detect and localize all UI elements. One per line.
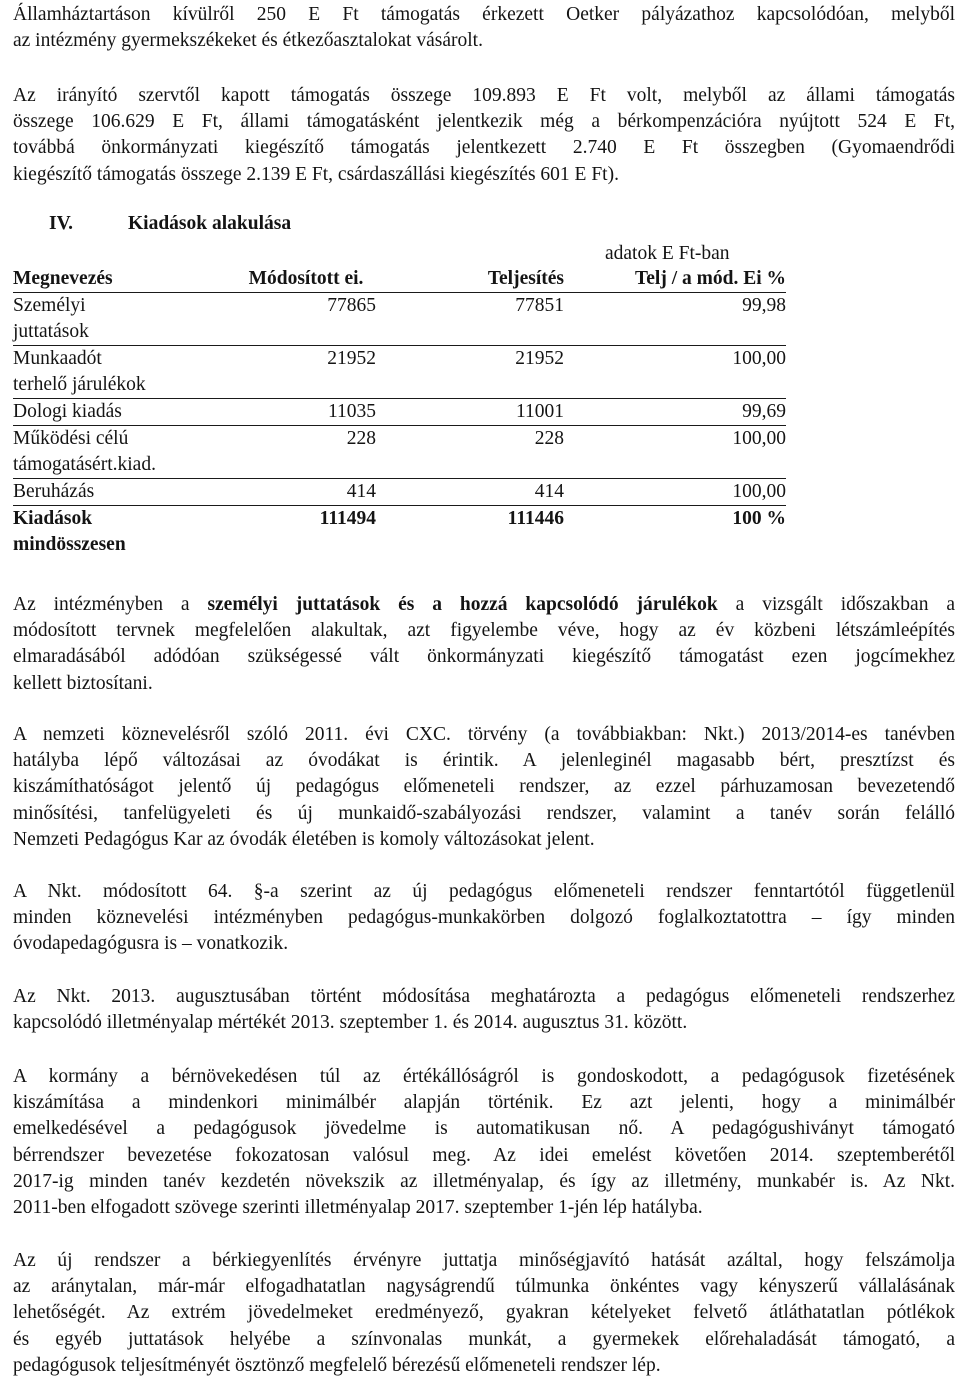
section-heading bbox=[49, 213, 291, 235]
intro-paragraph bbox=[13, 2, 955, 54]
row-modified: 77865 bbox=[327, 295, 376, 316]
expenditure-table bbox=[13, 266, 786, 558]
row-name: Személyi juttatások bbox=[13, 295, 89, 342]
table-row bbox=[13, 293, 786, 346]
row-name: Dologi kiadás bbox=[13, 401, 122, 422]
table-header-row bbox=[13, 266, 786, 293]
table-total-row bbox=[13, 506, 786, 559]
funding-line: Az irányító szervtől kapott támogatás összege 109.893 E Ft volt, melyből az állami támogatás bbox=[13, 85, 955, 106]
table-row bbox=[13, 346, 786, 399]
paragraph-line: és egyéb juttatások helyébe a színvonalas munkát, a gyermekek előrehaladását támogató, a bbox=[13, 1328, 955, 1350]
row-percent: 100,00 bbox=[732, 428, 786, 449]
row-percent: 99,69 bbox=[742, 401, 786, 422]
row-modified: 11035 bbox=[327, 401, 376, 422]
row-name: Munkaadót terhelő járulékok bbox=[13, 348, 146, 395]
paragraph-line: kiszámítása a mindenkori minimálbér alapján történik. Ez azt jelenti, hogy a minimálbér bbox=[13, 1092, 955, 1114]
paragraph-line: minden köznevelési intézményben pedagógus-munkakörben dolgozó foglalkoztatottra – így minden bbox=[13, 907, 955, 929]
units-note: adatok E Ft-ban bbox=[605, 243, 730, 264]
row-actual: 111446 bbox=[507, 508, 564, 529]
row-modified: 21952 bbox=[327, 348, 376, 369]
section-number: IV. bbox=[49, 213, 74, 234]
row-percent: 100,00 bbox=[732, 481, 786, 502]
paragraph-line: Nemzeti Pedagógus Kar az óvodák életében is komoly változásokat jelent. bbox=[13, 828, 595, 850]
personnel-paragraph bbox=[13, 592, 955, 697]
row-name: Beruházás bbox=[13, 481, 95, 502]
row-actual: 414 bbox=[534, 481, 564, 502]
new-system-paragraph bbox=[13, 1248, 955, 1379]
row-name: Kiadások mindösszesen bbox=[13, 508, 126, 555]
paragraph-line: módosított tervnek megfelelően alakultak, azt figyelembe véve, hogy az év közbeni létszámleépítés bbox=[13, 620, 955, 642]
paragraph-line: óvodapedagógusra is – vonatkozik. bbox=[13, 933, 289, 955]
paragraph-line: Az új rendszer a bérkiegyenlítés érvényre juttatja minőségjavító hatását azáltal, hogy felszámolja bbox=[13, 1250, 955, 1271]
row-percent: 100 % bbox=[732, 508, 786, 529]
row-actual: 77851 bbox=[515, 295, 564, 316]
paragraph-line: az aránytalan, már-már elfogadhatatlan nagyságrendű túlmunka önkéntes vagy kényszerű vállalásának bbox=[13, 1276, 955, 1298]
header-percent: Telj / a mód. Ei % bbox=[635, 268, 786, 289]
header-modified: Módosított ei. bbox=[248, 268, 364, 289]
row-percent: 99,98 bbox=[742, 295, 786, 316]
paragraph-line: A kormány a bérnövekedésen túl az értékállóságról is gondoskodott, a pedagógusok fizetésének bbox=[13, 1066, 955, 1087]
paragraph-line: elmaradásából adódóan szükségessé vált önkormányzati kiegészítő támogatást ezen jogcímekhez bbox=[13, 646, 955, 668]
paragraph-line: 2017-ig minden tanév kezdetén növekszik az illetményalap, és így az illetmény, munkabér is. Az Nkt. bbox=[13, 1170, 955, 1192]
paragraph-line: kiszámíthatóságot jelentő új pedagógus előmeneteli rendszer, az ezzel párhuzamosan bevezetendő bbox=[13, 776, 955, 798]
intro-line: Államháztartáson kívülről 250 E Ft támogatás érkezett Oetker pályázathoz kapcsolódóan, melyből bbox=[13, 4, 955, 25]
row-actual: 228 bbox=[534, 428, 564, 449]
row-modified: 414 bbox=[346, 481, 376, 502]
paragraph-line: bérrendszer bevezetése fokozatosan valósul meg. Az idei emelést követően 2014. szeptemberétől bbox=[13, 1144, 955, 1166]
header-actual: Teljesítés bbox=[487, 268, 564, 289]
section64-paragraph bbox=[13, 879, 955, 958]
paragraph-line: pedagógusok teljesítményét ösztönző megfelelő bérezésű előmeneteli rendszer lép. bbox=[13, 1354, 661, 1376]
paragraph-line: minősítési, tanfelügyeleti és új munkaidő-szabályozási rendszer, valamint a tanév során felálló bbox=[13, 802, 955, 824]
funding-line: kiegészítő támogatás összege 2.139 E Ft, csárdaszállási kiegészítés 601 E Ft). bbox=[13, 163, 619, 185]
section-title: Kiadások alakulása bbox=[128, 213, 292, 234]
funding-line: összege 106.629 E Ft, állami támogatásként jelentkezik még a bérkompenzációra nyújtott 524 E Ft, bbox=[13, 111, 955, 133]
law-paragraph bbox=[13, 722, 955, 853]
row-percent: 100,00 bbox=[732, 348, 786, 369]
paragraph-line: A Nkt. módosított 64. §-a szerint az új pedagógus előmeneteli rendszer fenntartótól függetlenül bbox=[13, 881, 955, 902]
paragraph-line: emelkedésével a pedagógusok jövedelme is automatikusan nő. A pedagógushiványt támogató bbox=[13, 1118, 955, 1140]
intro-line: az intézmény gyermekszékeket és étkezőasztalokat vásárolt. bbox=[13, 30, 483, 52]
header-name: Megnevezés bbox=[13, 268, 113, 289]
funding-line: továbbá önkormányzati kiegészítő támogatás jelentkezett 2.740 E Ft összegben (Gyomaendrődi bbox=[13, 137, 955, 159]
row-actual: 11001 bbox=[515, 401, 564, 422]
row-name: Működési célú támogatásért.kiad. bbox=[13, 428, 156, 475]
paragraph-line: Az intézményben a személyi juttatások és a hozzá kapcsolódó járulékok a vizsgált időszakban a bbox=[13, 594, 956, 615]
paragraph-line: hatályba lépő változásai az óvodákat is érintik. A jelenleginél magasabb bért, presztízst és bbox=[13, 750, 955, 772]
paragraph-line: 2011-ben elfogadott szövege szerinti illetményalap 2017. szeptember 1-jén lép hatályba. bbox=[13, 1197, 703, 1219]
table-row bbox=[13, 426, 786, 479]
paragraph-line: Az Nkt. 2013. augusztusában történt módosítása meghatározta a pedagógus előmeneteli rendszerhez bbox=[13, 986, 955, 1007]
funding-paragraph bbox=[13, 83, 955, 188]
paragraph-line: A nemzeti köznevelésről szóló 2011. évi CXC. törvény (a továbbiakban: Nkt.) 2013/2014-es tanévben bbox=[13, 724, 955, 745]
table-row bbox=[13, 479, 786, 506]
table-row bbox=[13, 399, 786, 426]
paragraph-line: kapcsolódó illetményalap mértékét 2013. szeptember 1. és 2014. augusztus 31. között. bbox=[13, 1012, 688, 1034]
wage-paragraph bbox=[13, 1064, 955, 1221]
row-actual: 21952 bbox=[515, 348, 564, 369]
paragraph-line: kellett biztosítani. bbox=[13, 672, 153, 694]
salary-base-paragraph bbox=[13, 984, 955, 1036]
row-modified: 111494 bbox=[319, 508, 376, 529]
paragraph-line: lehetőségét. Az extrém jövedelmeket eredményező, gyakran kételyeket felvető átláthatatlan pótlékok bbox=[13, 1302, 955, 1324]
row-modified: 228 bbox=[346, 428, 376, 449]
